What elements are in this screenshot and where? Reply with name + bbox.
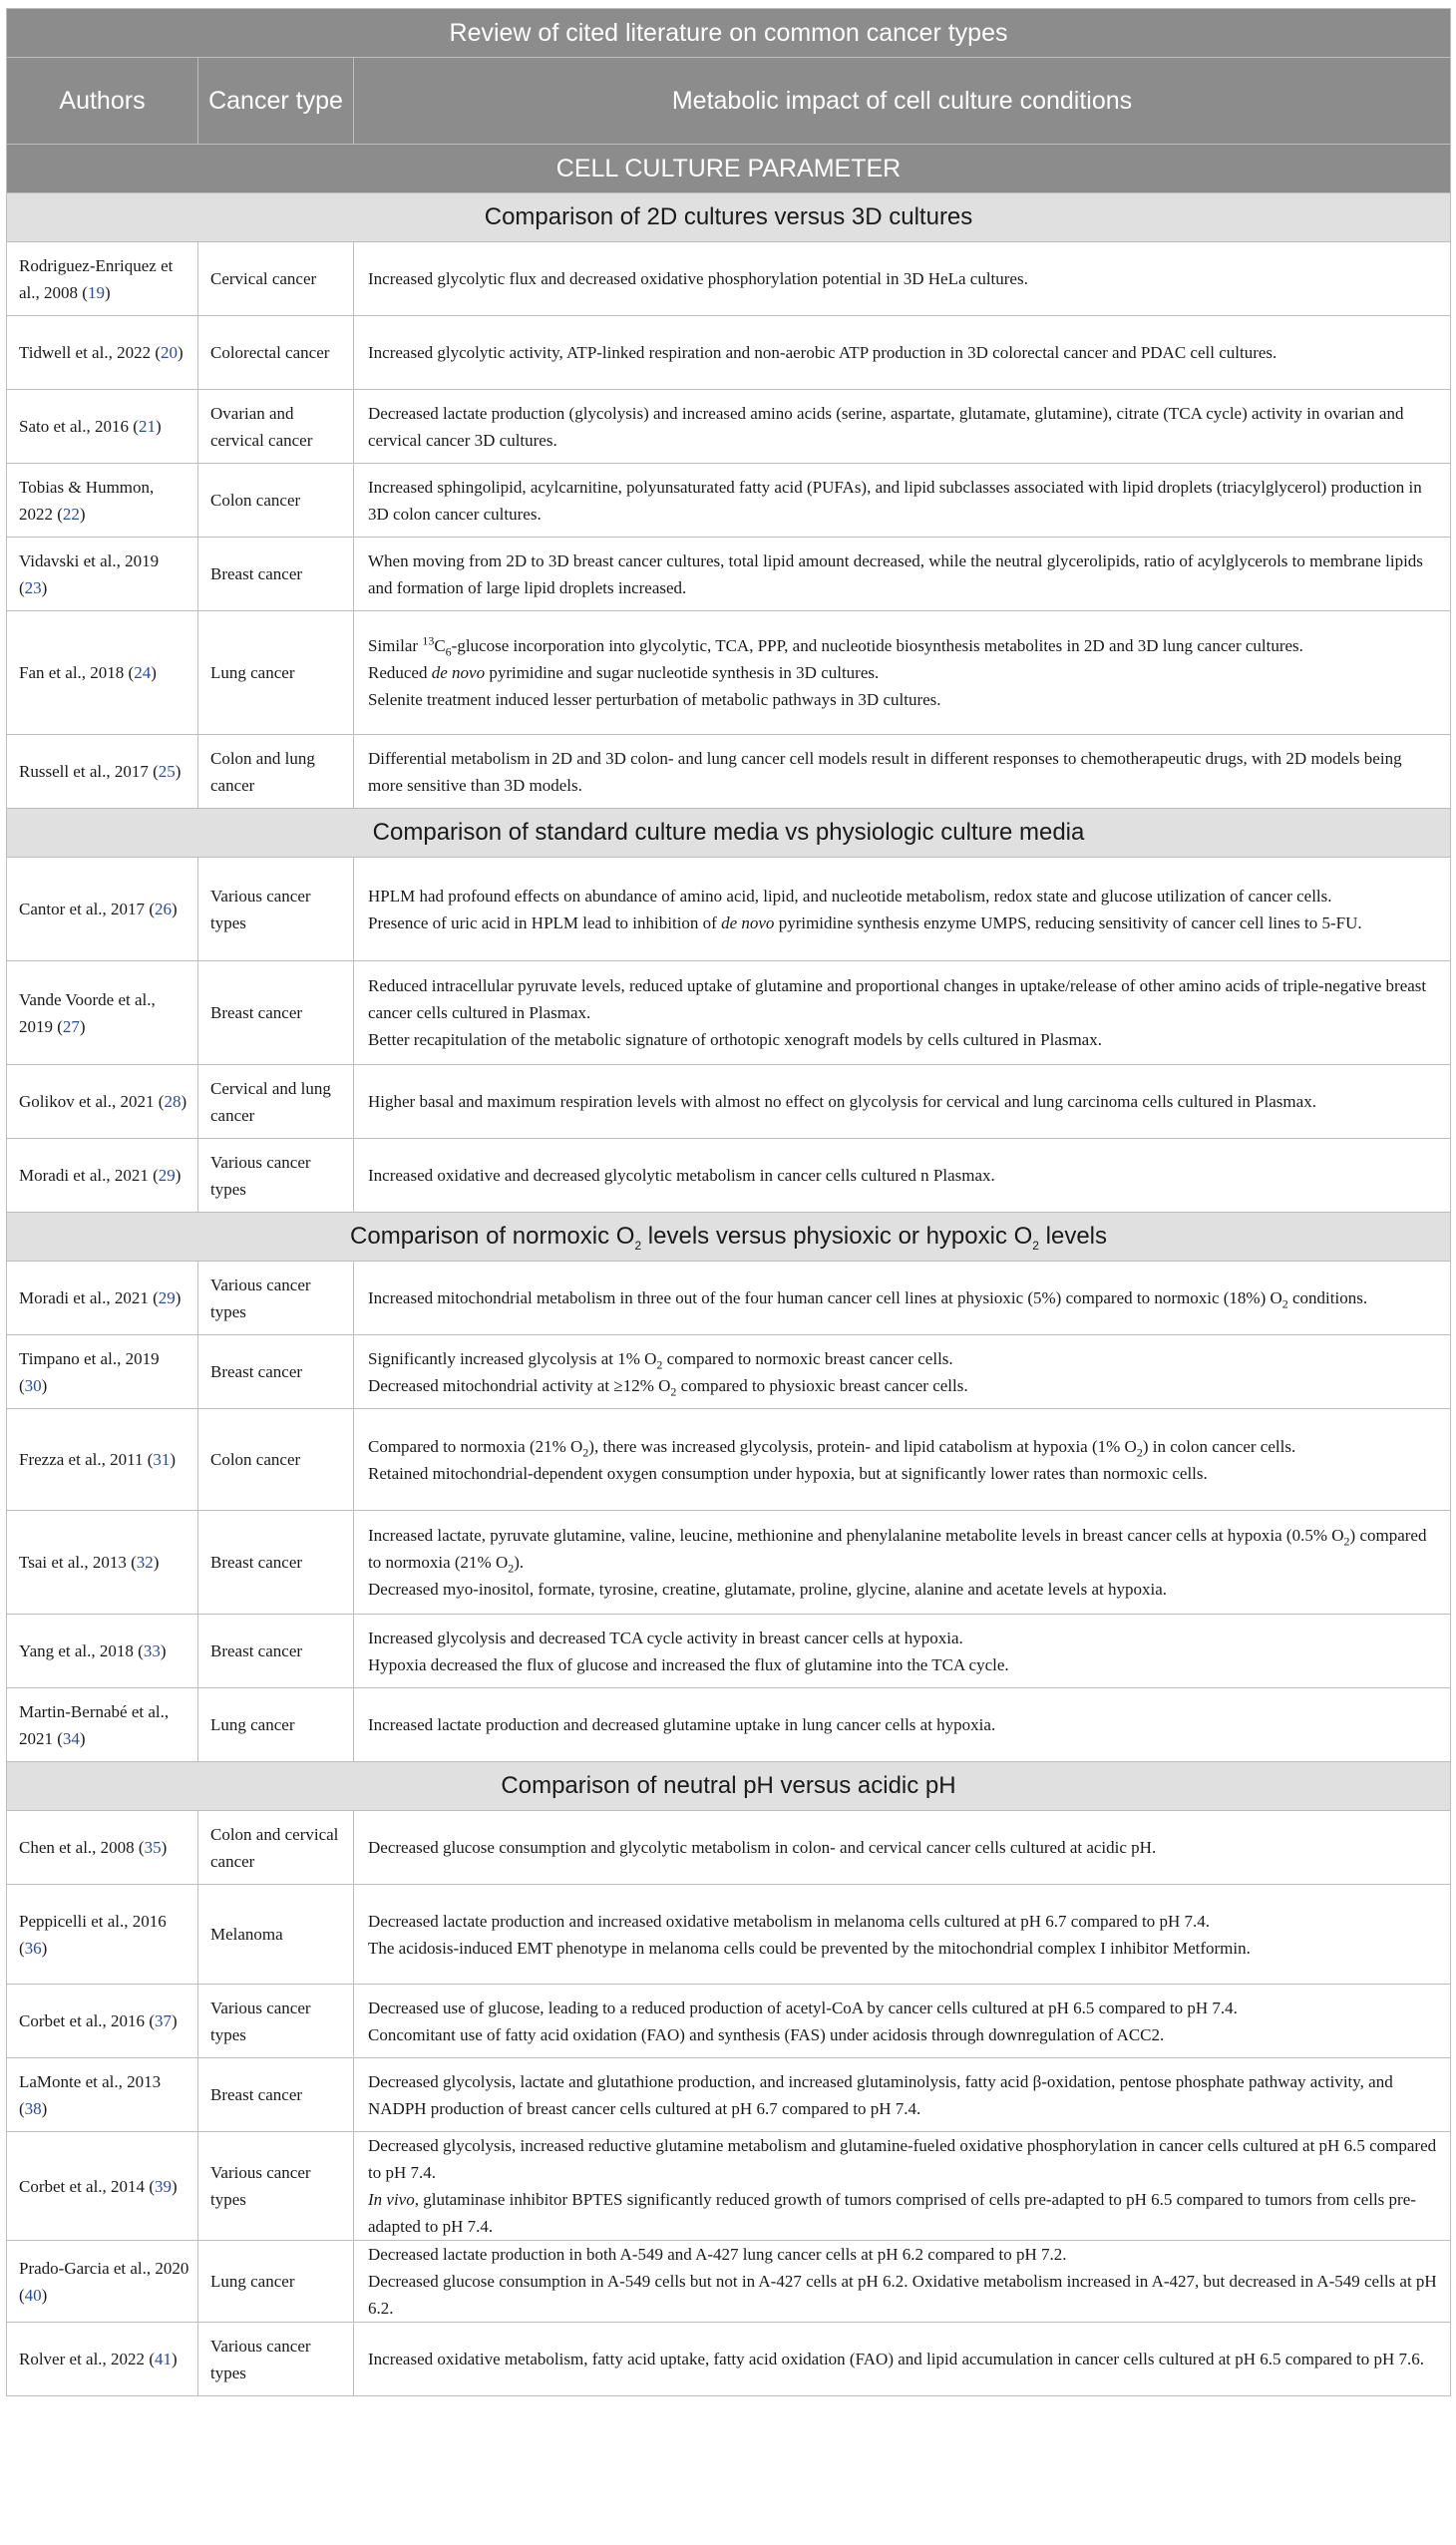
impact-line: Higher basal and maximum respiration levels with almost no effect on glycolysis for cervical and lung carcinoma cells cultured in Plasmax.	[368, 1092, 1316, 1111]
impact-cell	[354, 316, 1451, 390]
authors-text: Martin-Bernabé et al., 2021	[19, 1701, 170, 1748]
authors-text: Tsai et al., 2013	[19, 1553, 127, 1572]
impact-line: Decreased mitochondrial activity at ≥12% $O_2$ compared to physioxic breast cancer cells.	[368, 1375, 968, 1398]
impact-cell	[354, 1688, 1451, 1762]
authors-text: LaMonte et al., 2013	[19, 2071, 162, 2091]
ref-open: (	[53, 1728, 63, 1748]
impact-cell	[354, 611, 1451, 735]
reference-link[interactable]: 27	[62, 1016, 80, 1036]
authors-text: Tidwell et al., 2022	[19, 343, 152, 362]
table-row	[7, 1615, 1451, 1688]
table-row	[7, 538, 1451, 611]
authors-text: Timpano et al., 2019	[19, 1348, 160, 1368]
ref-open: (	[19, 577, 25, 597]
impact-cell	[354, 2323, 1451, 2396]
cancer-type-cell: Breast cancer	[198, 1511, 354, 1615]
impact-cell	[354, 1409, 1451, 1511]
authors-text: Corbet et al., 2016	[19, 2011, 146, 2030]
impact-cell	[354, 961, 1451, 1065]
cancer-type-cell: Cervical cancer	[198, 242, 354, 316]
reference-link[interactable]: 24	[134, 663, 152, 682]
ref-close: )	[79, 1016, 86, 1036]
table-row	[7, 2241, 1451, 2323]
reference-link[interactable]: 40	[24, 2285, 42, 2305]
impact-line: Reduced de novo pyrimidine and sugar nucleotide synthesis in 3D cultures.	[368, 663, 880, 682]
cancer-type-cell: Various cancer types	[198, 1139, 354, 1213]
section-title: Comparison of standard culture media vs physiologic culture media	[7, 809, 1451, 858]
reference-link[interactable]: 32	[136, 1553, 154, 1572]
reference-link[interactable]: 20	[161, 343, 178, 362]
authors-cell	[7, 390, 198, 464]
ref-close: )	[151, 663, 157, 682]
reference-link[interactable]: 30	[24, 1375, 42, 1395]
table-row	[7, 1985, 1451, 2058]
authors-cell	[7, 464, 198, 538]
cancer-type-cell: Breast cancer	[198, 961, 354, 1065]
impact-line: Differential metabolism in 2D and 3D colon- and lung cancer cell models result in different responses to chemotherapeutic drugs, with 2D models being more sensitive than 3D models.	[368, 748, 1402, 795]
section-header-row	[7, 1762, 1451, 1811]
cancer-type-cell: Various cancer types	[198, 1985, 354, 2058]
reference-link[interactable]: 39	[154, 2176, 172, 2196]
ref-close: )	[153, 1553, 160, 1572]
impact-line: Reduced intracellular pyruvate levels, reduced uptake of glutamine and proportional changes in uptake/release of other amino acids of triple-negative breast cancer cells cultured in Plasmax.	[368, 976, 1427, 1022]
authors-text: Rolver et al., 2022	[19, 2350, 146, 2368]
authors-cell	[7, 316, 198, 390]
cancer-type-cell: Various cancer types	[198, 2323, 354, 2396]
table-row	[7, 1811, 1451, 1885]
ref-close: )	[41, 2285, 48, 2305]
impact-line: Better recapitulation of the metabolic signature of orthotopic xenograft models by cells cultured in Plasmax.	[368, 1030, 1102, 1049]
impact-line: Similar $^{13}C_6$-glucose incorporation into glycolytic, TCA, PPP, and nucleotide biosynthesis metabolites in 2D and 3D lung cancer cultures.	[368, 633, 1303, 659]
impact-line: Increased lactate production and decreased glutamine uptake in lung cancer cells at hypoxia.	[368, 1715, 996, 1734]
table-title: Review of cited literature on common cancer types	[7, 9, 1451, 58]
authors-cell	[7, 538, 198, 611]
ref-open: (	[19, 2285, 25, 2305]
ref-close: )	[155, 417, 162, 436]
authors-cell	[7, 1065, 198, 1139]
authors-cell	[7, 2241, 198, 2323]
section-title: Comparison of neutral pH versus acidic pH	[7, 1762, 1451, 1811]
impact-line: Increased glycolysis and decreased TCA cycle activity in breast cancer cells at hypoxia.	[368, 1628, 963, 1647]
impact-cell	[354, 1262, 1451, 1335]
cancer-type-cell: Breast cancer	[198, 538, 354, 611]
ref-open: (	[151, 343, 161, 362]
ref-close: )	[170, 1450, 177, 1469]
impact-line: Decreased lactate production and increased oxidative metabolism in melanoma cells cultured at pH 6.7 compared to pH 7.4.	[368, 1911, 1211, 1931]
authors-cell	[7, 2058, 198, 2132]
authors-cell	[7, 735, 198, 809]
impact-line: In vivo, glutaminase inhibitor BPTES significantly reduced growth of tumors comprised of cells pre-adapted to pH 6.5 compared to tumors from cells pre-adapted to pH 7.4.	[368, 2190, 1416, 2236]
impact-cell	[354, 2058, 1451, 2132]
cancer-type-cell: Various cancer types	[198, 1262, 354, 1335]
impact-line: Decreased glucose consumption in A-549 cells but not in A-427 cells at pH 6.2. Oxidative metabolism increased in A-427, but decreased in A-549 cells at pH 6.2.	[368, 2272, 1437, 2318]
impact-line: Decreased use of glucose, leading to a reduced production of acetyl-CoA by cancer cells cultured at pH 6.5 compared to pH 7.4.	[368, 1998, 1238, 2017]
cancer-type-cell: Colon cancer	[198, 1409, 354, 1511]
reference-link[interactable]: 41	[154, 2350, 172, 2368]
authors-text: Corbet et al., 2014	[19, 2176, 146, 2196]
impact-line: Concomitant use of fatty acid oxidation (FAO) and synthesis (FAS) under acidosis through downregulation of ACC2.	[368, 2024, 1165, 2044]
ref-open: (	[143, 1450, 154, 1469]
section-header-row	[7, 1213, 1451, 1262]
ref-close: )	[171, 2350, 178, 2368]
ref-open: (	[134, 1838, 145, 1857]
impact-line: Selenite treatment induced lesser perturbation of metabolic pathways in 3D cultures.	[368, 690, 941, 709]
authors-text: Golikov et al., 2021	[19, 1092, 155, 1111]
cancer-type-cell: Colon and cervical cancer	[198, 1811, 354, 1885]
table-row	[7, 390, 1451, 464]
ref-close: )	[171, 2176, 178, 2196]
ref-close: )	[41, 2098, 48, 2118]
literature-review-table	[6, 8, 1451, 2396]
impact-line: Decreased lactate production in both A-549 and A-427 lung cancer cells at pH 6.2 compared to pH 7.2.	[368, 2245, 1067, 2264]
ref-close: )	[41, 577, 48, 597]
header-cancer-type: Cancer type	[198, 58, 354, 145]
reference-link[interactable]: 26	[154, 900, 172, 918]
cancer-type-cell: Breast cancer	[198, 2058, 354, 2132]
reference-link[interactable]: 38	[24, 2098, 42, 2118]
cancer-type-cell: Melanoma	[198, 1885, 354, 1985]
authors-cell	[7, 1511, 198, 1615]
authors-text: Prado-Garcia et al., 2020	[19, 2258, 189, 2278]
ref-open: (	[53, 504, 63, 524]
reference-link[interactable]: 34	[62, 1728, 80, 1748]
impact-line: Significantly increased glycolysis at 1% $O_2$ compared to normoxic breast cancer cells.	[368, 1348, 953, 1371]
authors-cell	[7, 242, 198, 316]
section-header-row	[7, 809, 1451, 858]
reference-link[interactable]: 29	[158, 1166, 176, 1185]
impact-cell	[354, 1065, 1451, 1139]
ref-close: )	[181, 1092, 187, 1111]
cancer-type-cell: Ovarian and cervical cancer	[198, 390, 354, 464]
impact-line: Increased sphingolipid, acylcarnitine, polyunsaturated fatty acid (PUFAs), and lipid subclasses associated with lipid droplets (triacylglycerol) production in 3D colon cancer cultures.	[368, 477, 1422, 524]
authors-cell	[7, 1262, 198, 1335]
impact-cell	[354, 464, 1451, 538]
header-metabolic-impact: Metabolic impact of cell culture conditions	[354, 58, 1451, 145]
authors-text: Tobias & Hummon, 2022	[19, 477, 155, 524]
header-authors: Authors	[7, 58, 198, 145]
cancer-type-cell: Breast cancer	[198, 1615, 354, 1688]
ref-close: )	[104, 282, 111, 302]
impact-line: Increased glycolytic activity, ATP-linked respiration and non-aerobic ATP production in 3D colorectal cancer and PDAC cell cultures.	[368, 343, 1277, 362]
authors-cell	[7, 1615, 198, 1688]
ref-open: (	[148, 1288, 159, 1307]
table-row	[7, 2132, 1451, 2241]
table-row	[7, 1335, 1451, 1409]
impact-line: Decreased glycolysis, lactate and glutathione production, and increased glutaminolysis, fatty acid β-oxidation, pentose phosphate pathway activity, and NADPH production of breast cancer cells cultured at pH 6.7 compared to pH 7.4.	[368, 2071, 1393, 2118]
section-title: Comparison of normoxic $O_2$ levels versus physioxic or hypoxic $O_2$ levels	[7, 1213, 1451, 1262]
impact-line: Decreased myo-inositol, formate, tyrosine, creatine, glutamate, proline, glycine, alanine and acetate levels at hypoxia.	[368, 1580, 1168, 1599]
cancer-type-cell: Lung cancer	[198, 1688, 354, 1762]
authors-text: Russell et al., 2017	[19, 762, 149, 781]
authors-text: Yang et al., 2018	[19, 1641, 134, 1660]
authors-cell	[7, 1885, 198, 1985]
authors-cell	[7, 1335, 198, 1409]
ref-close: )	[41, 1938, 48, 1958]
authors-text: Sato et al., 2016	[19, 417, 130, 436]
table-row	[7, 464, 1451, 538]
authors-text: Peppicelli et al., 2016	[19, 1911, 167, 1931]
reference-link[interactable]: 23	[24, 577, 42, 597]
table-row	[7, 858, 1451, 961]
impact-cell	[354, 390, 1451, 464]
table-row	[7, 735, 1451, 809]
ref-close: )	[161, 1838, 168, 1857]
section-header-row	[7, 193, 1451, 242]
ref-close: )	[160, 1641, 167, 1660]
reference-link[interactable]: 36	[24, 1938, 42, 1958]
ref-open: (	[129, 417, 139, 436]
ref-close: )	[178, 343, 183, 362]
ref-open: (	[133, 1641, 144, 1660]
table-row	[7, 1511, 1451, 1615]
cancer-type-cell: Colon cancer	[198, 464, 354, 538]
cancer-type-cell: Colorectal cancer	[198, 316, 354, 390]
authors-text: Moradi et al., 2021	[19, 1288, 149, 1307]
impact-cell	[354, 858, 1451, 961]
ref-close: )	[79, 504, 86, 524]
table-row	[7, 1688, 1451, 1762]
cancer-type-cell: Various cancer types	[198, 858, 354, 961]
authors-cell	[7, 2323, 198, 2396]
ref-open: (	[145, 2011, 155, 2030]
impact-line: Increased lactate, pyruvate glutamine, valine, leucine, methionine and phenylalanine metabolite levels in breast cancer cells at hypoxia (0.5% $O_2$) compared to normoxia (21% $O_2$).	[368, 1526, 1427, 1576]
cancer-type-cell: Cervical and lung cancer	[198, 1065, 354, 1139]
ref-close: )	[79, 1728, 86, 1748]
authors-cell	[7, 1985, 198, 2058]
ref-close: )	[175, 1288, 182, 1307]
impact-cell	[354, 1615, 1451, 1688]
authors-text: Rodriguez-Enriquez et al., 2008	[19, 255, 174, 302]
impact-cell	[354, 1139, 1451, 1213]
cancer-type-cell: Lung cancer	[198, 611, 354, 735]
impact-line: Increased oxidative and decreased glycolytic metabolism in cancer cells cultured n Plasmax.	[368, 1166, 995, 1185]
ref-close: )	[171, 900, 178, 918]
impact-cell	[354, 538, 1451, 611]
impact-line: Decreased glucose consumption and glycolytic metabolism in colon- and cervical cancer cells cultured at acidic pH.	[368, 1838, 1157, 1857]
authors-cell	[7, 1409, 198, 1511]
authors-cell	[7, 961, 198, 1065]
table-row	[7, 611, 1451, 735]
impact-line: Decreased lactate production (glycolysis) and increased amino acids (serine, aspartate, glutamate, glutamine), citrate (TCA cycle) activity in ovarian and cervical cancer 3D cultures.	[368, 403, 1404, 450]
impact-line: The acidosis-induced EMT phenotype in melanoma cells could be prevented by the mitochondrial complex I inhibitor Metformin.	[368, 1938, 1251, 1958]
authors-text: Vande Voorde et al., 2019	[19, 989, 156, 1036]
table-row	[7, 1139, 1451, 1213]
impact-cell	[354, 1511, 1451, 1615]
authors-cell	[7, 1139, 198, 1213]
ref-open: (	[126, 1553, 137, 1572]
table-row	[7, 1409, 1451, 1511]
impact-line: When moving from 2D to 3D breast cancer cultures, total lipid amount decreased, while the neutral glycerolipids, ratio of acylglycerols to membrane lipids and formation of large lipid droplets increased.	[368, 550, 1423, 597]
ref-close: )	[175, 762, 182, 781]
authors-text: Vidavski et al., 2019	[19, 550, 160, 570]
impact-cell	[354, 2132, 1451, 2241]
ref-open: (	[19, 1938, 25, 1958]
impact-cell	[354, 242, 1451, 316]
reference-link[interactable]: 37	[154, 2011, 172, 2030]
ref-open: (	[53, 1016, 63, 1036]
impact-cell	[354, 2241, 1451, 2323]
impact-line: HPLM had profound effects on abundance of amino acid, lipid, and nucleotide metabolism, redox state and glucose utilization of cancer cells.	[368, 886, 1332, 906]
reference-link[interactable]: 33	[143, 1641, 161, 1660]
impact-cell	[354, 1335, 1451, 1409]
ref-open: (	[124, 663, 135, 682]
cancer-type-cell: Breast cancer	[198, 1335, 354, 1409]
ref-close: )	[171, 2011, 178, 2030]
impact-line: Retained mitochondrial-dependent oxygen consumption under hypoxia, but at significantly lower rates than normoxic cells.	[368, 1463, 1208, 1483]
parameter-header: CELL CULTURE PARAMETER	[7, 145, 1451, 193]
reference-link[interactable]: 28	[164, 1092, 182, 1111]
authors-cell	[7, 858, 198, 961]
impact-line: Compared to normoxia (21% $O_2$), there was increased glycolysis, protein- and lipid catabolism at hypoxia (1% $O_2$) in colon cancer cells.	[368, 1436, 1296, 1459]
table-row	[7, 2058, 1451, 2132]
ref-open: (	[145, 2350, 155, 2368]
authors-text: Frezza et al., 2011	[19, 1450, 144, 1469]
authors-cell	[7, 2132, 198, 2241]
impact-line: Increased oxidative metabolism, fatty acid uptake, fatty acid oxidation (FAO) and lipid accumulation in cancer cells cultured at pH 6.5 compared to pH 7.6.	[368, 2350, 1425, 2368]
cancer-type-cell: Various cancer types	[198, 2132, 354, 2241]
ref-open: (	[19, 2098, 25, 2118]
authors-cell	[7, 1688, 198, 1762]
cancer-type-cell: Colon and lung cancer	[198, 735, 354, 809]
reference-link[interactable]: 25	[158, 762, 176, 781]
section-title: Comparison of 2D cultures versus 3D cultures	[7, 193, 1451, 242]
cancer-type-cell: Lung cancer	[198, 2241, 354, 2323]
authors-text: Fan et al., 2018	[19, 663, 125, 682]
impact-cell	[354, 1811, 1451, 1885]
table-row	[7, 961, 1451, 1065]
table-row	[7, 316, 1451, 390]
reference-link[interactable]: 21	[138, 417, 156, 436]
reference-link[interactable]: 19	[87, 282, 105, 302]
impact-line: Increased mitochondrial metabolism in three out of the four human cancer cell lines at physioxic (5%) compared to normoxic (18%) $O_2$ conditions.	[368, 1288, 1368, 1311]
table-row	[7, 1262, 1451, 1335]
authors-text: Chen et al., 2008	[19, 1838, 135, 1857]
impact-line: Decreased glycolysis, increased reductive glutamine metabolism and glutamine-fueled oxidative phosphorylation in cancer cells cultured at pH 6.5 compared to pH 7.4.	[368, 2136, 1437, 2182]
impact-line: Increased glycolytic flux and decreased oxidative phosphorylation potential in 3D HeLa cultures.	[368, 269, 1028, 288]
impact-cell	[354, 735, 1451, 809]
ref-open: (	[145, 900, 155, 918]
reference-link[interactable]: 35	[144, 1838, 162, 1857]
ref-close: )	[41, 1375, 48, 1395]
ref-open: (	[19, 1375, 25, 1395]
table-row	[7, 1065, 1451, 1139]
impact-cell	[354, 1985, 1451, 2058]
table-row	[7, 242, 1451, 316]
authors-cell	[7, 1811, 198, 1885]
ref-open: (	[148, 1166, 159, 1185]
reference-link[interactable]: 31	[153, 1450, 171, 1469]
ref-open: (	[78, 282, 88, 302]
impact-line: Hypoxia decreased the flux of glucose and increased the flux of glutamine into the TCA cycle.	[368, 1654, 1009, 1674]
authors-text: Cantor et al., 2017	[19, 900, 146, 918]
ref-open: (	[145, 2176, 155, 2196]
reference-link[interactable]: 22	[62, 504, 80, 524]
ref-open: (	[154, 1092, 165, 1111]
authors-text: Moradi et al., 2021	[19, 1166, 149, 1185]
table-row	[7, 1885, 1451, 1985]
impact-line: Presence of uric acid in HPLM lead to inhibition of de novo pyrimidine synthesis enzyme UMPS, reducing sensitivity of cancer cell lines to 5-FU.	[368, 912, 1362, 932]
table-row	[7, 2323, 1451, 2396]
impact-cell	[354, 1885, 1451, 1985]
reference-link[interactable]: 29	[158, 1288, 176, 1307]
ref-open: (	[148, 762, 159, 781]
authors-cell	[7, 611, 198, 735]
ref-close: )	[175, 1166, 182, 1185]
